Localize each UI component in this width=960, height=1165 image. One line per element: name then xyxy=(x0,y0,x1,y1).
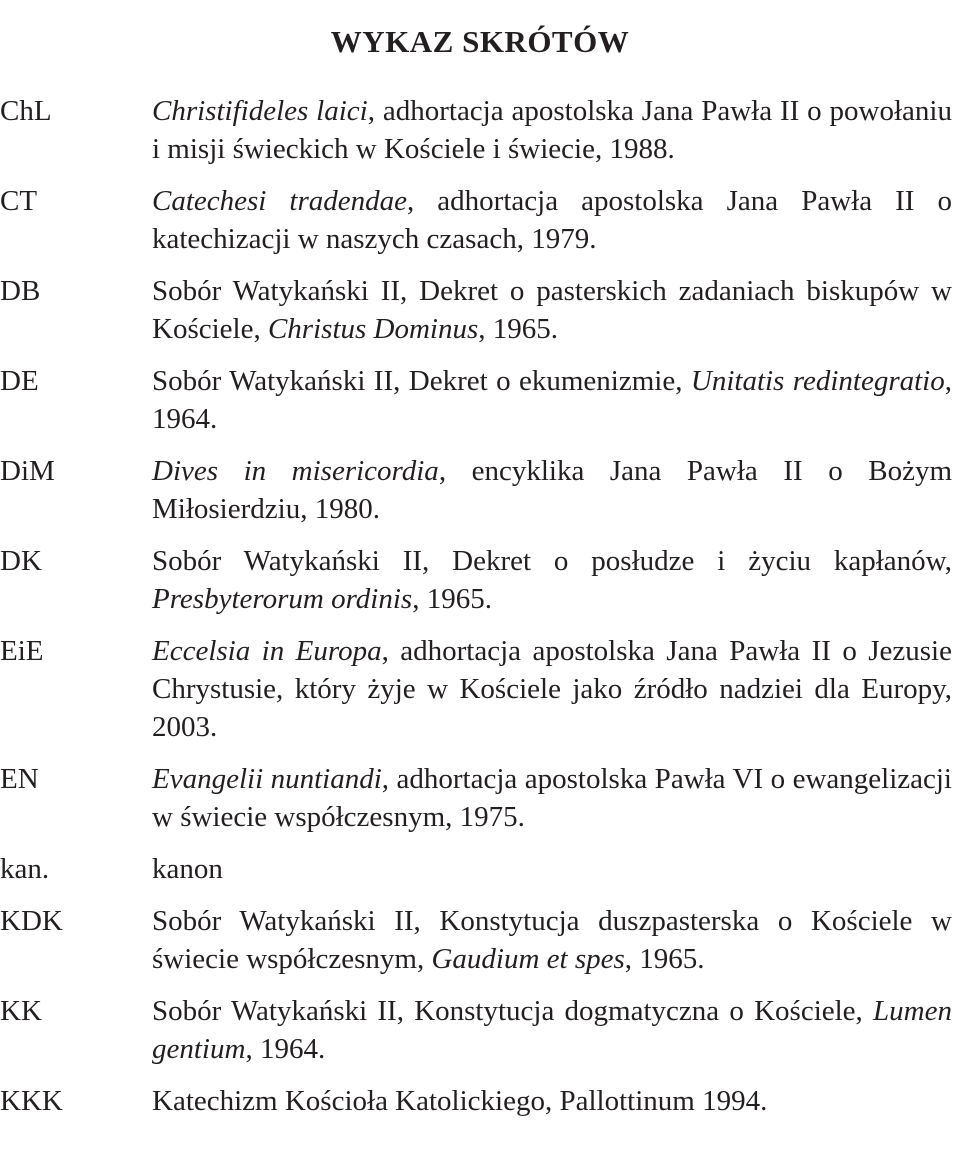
description-text: , 1965. xyxy=(478,313,559,345)
description-text: Sobór Watykański II, Dekret o ekumenizmie, xyxy=(152,365,691,397)
list-item xyxy=(0,902,960,978)
list-item xyxy=(0,1082,960,1120)
abbreviation: CT xyxy=(0,185,38,217)
description-text: , 1964. xyxy=(152,365,952,435)
description-text: , encyklika Jana Pawła II o Bożym Miłosierdziu, 1980. xyxy=(152,455,953,525)
description-text: Sobór Watykański II, Konstytucja duszpasterska o Kościele w świecie współczesnym, xyxy=(152,905,952,975)
description-text: Katechizm Kościoła Katolickiego, Pallottinum 1994. xyxy=(152,1085,768,1117)
abbreviation-description xyxy=(152,760,952,836)
abbreviation: DiM xyxy=(0,455,55,487)
italic-title: Eccelsia in Europa xyxy=(152,635,382,667)
list-item xyxy=(0,452,960,528)
italic-title: Gaudium et spes xyxy=(431,943,625,975)
description-text: kanon xyxy=(152,853,223,885)
description-text: , adhortacja apostolska Jana Pawła II o Jezusie Chrystusie, który żyje w Kościele jako źródło nadziei dla Europy, 2003. xyxy=(152,635,952,743)
abbreviation: KDK xyxy=(0,905,63,937)
list-item xyxy=(0,542,960,618)
abbreviation: KK xyxy=(0,995,42,1027)
description-text: , 1965. xyxy=(412,583,492,615)
description-text: , adhortacja apostolska Jana Pawła II o katechizacji w naszych czasach, 1979. xyxy=(152,185,952,255)
abbreviation-description xyxy=(152,452,952,528)
description-text: , 1965. xyxy=(624,943,705,975)
abbreviation: DE xyxy=(0,365,39,397)
description-text: Sobór Watykański II, Konstytucja dogmatyczna o Kościele, xyxy=(152,995,874,1027)
abbreviation-description xyxy=(152,272,952,348)
description-text: Sobór Watykański II, Dekret o pasterskich zadaniach biskupów w Kościele, xyxy=(152,275,952,345)
italic-title: Unitatis redintegratio xyxy=(690,365,945,397)
abbreviation-description xyxy=(152,182,952,258)
list-item xyxy=(0,850,960,888)
abbreviation: DB xyxy=(0,275,41,307)
list-item xyxy=(0,362,960,438)
list-item xyxy=(0,992,960,1068)
abbreviation: EiE xyxy=(0,635,44,667)
italic-title: Christus Dominus xyxy=(267,313,479,345)
abbreviation-list xyxy=(0,92,960,1134)
italic-title: Lumen gentium xyxy=(152,995,952,1065)
list-item xyxy=(0,182,960,258)
description-text: , adhortacja apostolska Pawła VI o ewangelizacji w świecie współczesnym, 1975. xyxy=(152,763,952,833)
abbreviation-description xyxy=(152,1082,952,1120)
abbreviation-description xyxy=(152,992,952,1068)
italic-title: Catechesi tradendae xyxy=(152,185,407,217)
abbreviation: KKK xyxy=(0,1085,63,1117)
abbreviation-description xyxy=(152,850,952,888)
italic-title: Evangelii nuntiandi xyxy=(152,763,382,795)
abbreviation-description xyxy=(152,542,952,618)
italic-title: Presbyterorum ordinis xyxy=(152,583,413,615)
abbreviation-description xyxy=(152,362,952,438)
italic-title: Christifideles laici xyxy=(152,95,368,127)
abbreviation: ChL xyxy=(0,95,52,127)
description-text: Sobór Watykański II, Dekret o posłudze i życiu kapłanów, xyxy=(152,545,952,577)
italic-title: Dives in misericordia xyxy=(152,455,439,487)
page-title: WYKAZ SKRÓTÓW xyxy=(330,23,630,59)
abbreviation: DK xyxy=(0,545,42,577)
abbreviation: EN xyxy=(0,763,39,795)
list-item xyxy=(0,92,960,168)
list-item xyxy=(0,760,960,836)
abbreviation-description xyxy=(152,92,952,168)
description-text: , adhortacja apostolska Jana Pawła II o powołaniu i misji świeckich w Kościele i świecie, 1988. xyxy=(152,95,952,165)
abbreviation-description xyxy=(152,632,952,746)
abbreviation-description xyxy=(152,902,952,978)
abbreviation: kan. xyxy=(0,853,50,885)
description-text: , 1964. xyxy=(245,1033,326,1065)
list-item xyxy=(0,272,960,348)
list-item xyxy=(0,632,960,746)
